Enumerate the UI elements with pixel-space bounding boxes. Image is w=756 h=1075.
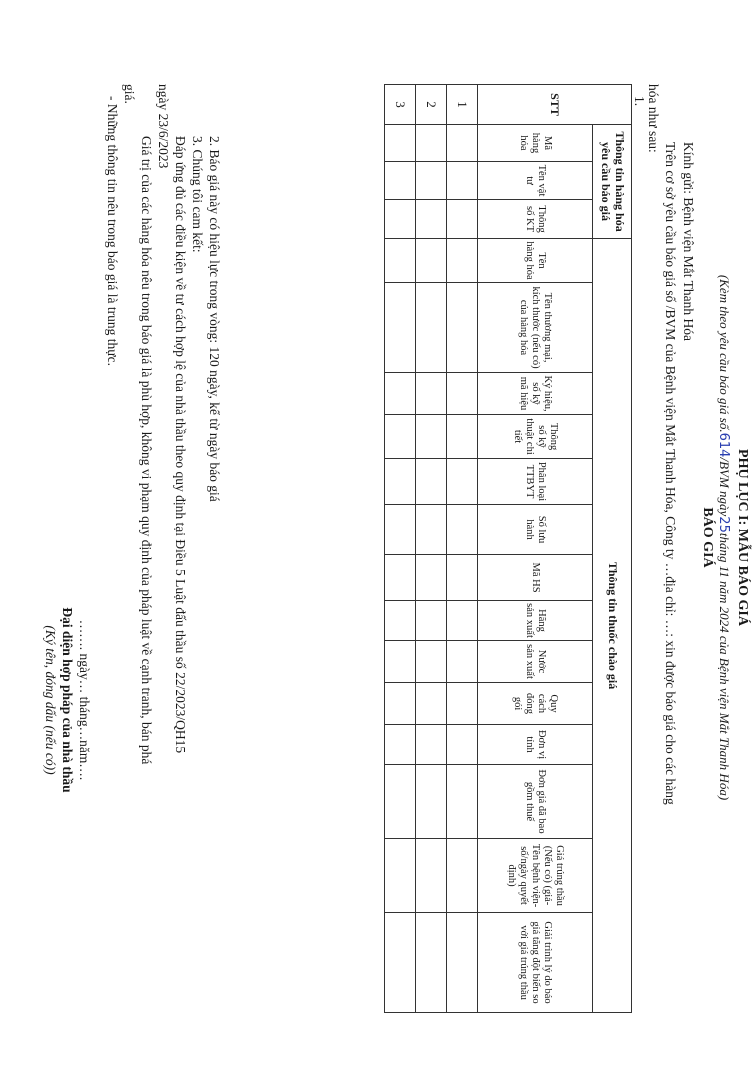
table-row [416,85,447,1013]
request-day: 25 [716,516,731,533]
col-packaging: Quy cách đóng gói [478,683,593,725]
pledge-eligibility: Đáp ứng đủ các điều kiện về tư cách hợp lệ của nhà thầu theo quy định tại Điều 5 Luật đấu thầu số 22/2023/QH15 [173,136,188,754]
requested-goods-header: Thông tin hàng hóa yêu cầu báo giá [593,125,632,239]
appendix-title: PHỤ LỤC I: MẪU BÁO GIÁ [735,449,750,626]
col-goods-name: Tên hàng hóa [478,239,593,283]
item-number: 1. [632,96,647,107]
validity-line: 2. Báo giá này có hiệu lực trong vòng: 120 ngày, kể từ ngày báo giá [207,136,222,502]
addressee-line: Kính gửi: Bệnh viện Mắt Thanh Hóa [681,142,696,342]
quotation-heading: BÁO GIÁ [700,507,715,568]
pledge-pricing: Giá trị của các hàng hóa nêu trong báo giá là phù hợp, không vi phạm quy định của pháp luật về cạnh tranh, bán phá [139,136,154,765]
col-registration-no: Số lưu hành [478,505,593,555]
signature-note: (Ký tên, đóng dấu (nếu có)) [43,625,58,775]
col-hs-code: Mã HS [478,555,593,601]
row-number: 1 [447,85,478,125]
col-unit: Đơn vị tính [478,725,593,765]
table-row [385,85,416,1013]
basis-line-continued: hóa như sau: [646,84,661,153]
pledge-title: 3. Chúng tôi cam kết: [190,136,205,253]
col-winning-price: Giá trúng thầu (Nếu có) (giá-Tên bệnh viện-số/ngày quyết định) [478,839,593,913]
col-country: Nước sản xuất [478,641,593,683]
pledge-pricing-continued: giá. [122,84,137,104]
request-number: 614 [716,432,731,458]
table-row [447,85,478,1013]
col-unit-price: Đơn giá đã bao gồm thuế [478,765,593,839]
pledge-eligibility-continued: ngày 23/6/2023 [156,84,171,169]
col-goods-code: Mã hàng hóa [478,125,593,162]
col-trade-name: Tên thương mại, kích thước (nếu có) của hàng hóa [478,283,593,373]
signature-date-line: ……. ngày… tháng…năm…. [77,619,92,781]
pledge-truthful: - Những thông tin nêu trong báo giá là trung thực. [105,96,120,366]
col-detailed-specs: Thông số kỹ thuật chi tiết [478,415,593,459]
col-tech-specs: Thông số KT [478,200,593,239]
col-price-explanation: Giải trình lý do báo giá tăng đột biến so với giá trúng thầu [478,913,593,1013]
offered-goods-header: Thông tin thuốc chào giá [593,239,632,1013]
col-model-code: Ký hiệu, số kỹ mã hiệu [478,373,593,415]
appendix-subtitle [716,0,732,1075]
col-device-class: Phân loại TTBYT [478,459,593,505]
row-number: 3 [385,85,416,125]
col-supply-name: Tên vật tư [478,162,593,200]
row-number: 2 [416,85,447,125]
signature-title: Đại diện hợp pháp của nhà thầu [60,607,75,793]
subtitle-prefix: (Kèm theo yêu cầu báo giá số. [717,274,732,433]
quotation-table [384,84,632,1013]
subtitle-suffix: tháng 11 năm 2024 của Bệnh viện Mắt Thanh Hóa) [717,532,732,801]
col-manufacturer: Hãng sản xuất [478,601,593,641]
basis-line: Trên cơ sở yêu cầu báo giá số /BVM của Bệnh viện Mắt Thanh Hóa, Công ty …địa chỉ: …: xin được báo giá cho các hàng [663,142,678,805]
subtitle-middle: /BVM ngày [717,457,732,517]
stt-header: STT [478,85,632,125]
